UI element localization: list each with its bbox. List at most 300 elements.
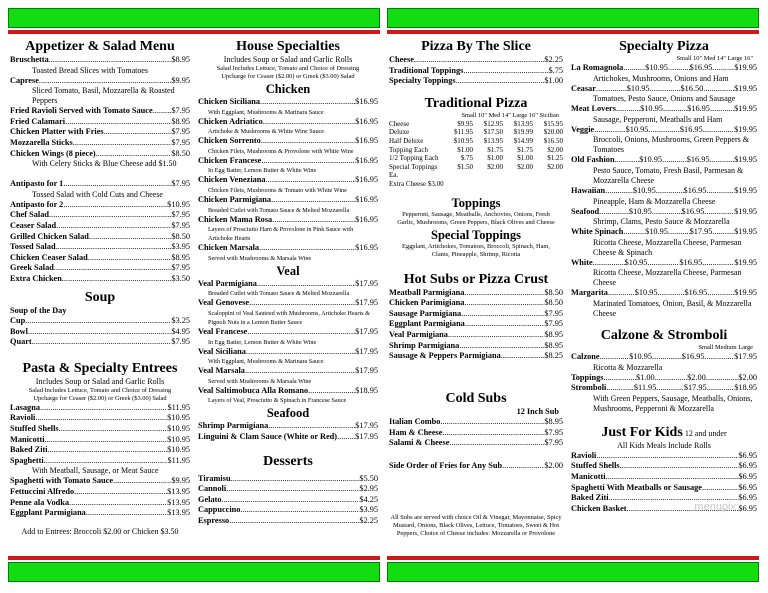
item-name: Eggplant Parmigiana <box>389 319 465 329</box>
item-name: Veal Parmigiana <box>389 329 448 339</box>
pizza-name: Margarita <box>571 288 608 298</box>
item-name: Lasagna <box>10 402 40 412</box>
item-description: With Meatball, Sausage, or Meat Sauce <box>32 466 159 476</box>
pizza-description: Pineapple, Ham & Mozzarella Cheese <box>593 196 716 206</box>
item-price: $7.95 <box>171 137 190 147</box>
item-price: $.75 <box>548 65 563 75</box>
item-name: Shrimp Parmigiana <box>389 340 460 350</box>
soup-subtitle: Soup of the Day <box>10 305 67 315</box>
item-price: $18.95 <box>355 385 378 395</box>
item-price: $7.95 <box>544 438 563 448</box>
item-price: $7.95 <box>171 263 190 273</box>
dot-leader <box>647 258 679 269</box>
item-name: Fried Calamari <box>10 116 66 126</box>
dot-leader <box>440 417 544 428</box>
pasta-sub1: Includes Soup or Salad and Garlic Rolls <box>35 376 165 386</box>
kids-heading <box>571 424 757 441</box>
item-description: Artichoke & Mushrooms & White Wine Sauce <box>208 128 325 136</box>
menu-item-row <box>389 66 563 77</box>
dot-leader <box>240 505 359 516</box>
size-price-med: $17.50 <box>483 128 503 137</box>
dot-leader <box>56 242 172 253</box>
dot-leader <box>246 347 355 358</box>
dot-leader <box>501 351 545 362</box>
extra-cheese: Extra Cheese $3.00 <box>389 179 444 188</box>
menu-item-row <box>389 417 563 428</box>
item-name: Cannoli <box>198 484 227 494</box>
item-name: Traditional Toppings <box>389 65 464 75</box>
menu-item-row <box>571 461 757 472</box>
veal-list <box>198 279 378 406</box>
menu-item-row <box>571 472 757 483</box>
price-small: $1.00 <box>635 372 655 382</box>
dot-leader <box>623 63 645 74</box>
price-medium: $2.00 <box>687 372 706 382</box>
item-name: Chicken Mama Rosa <box>198 214 273 224</box>
top-band-right <box>387 8 759 34</box>
menu-item-row <box>10 210 190 221</box>
dot-leader <box>44 456 168 467</box>
dot-leader <box>226 484 359 495</box>
item-name: Caprese <box>10 75 39 85</box>
dot-leader <box>448 330 544 341</box>
dot-leader <box>712 227 734 238</box>
price-large: $19.95 <box>734 104 757 114</box>
dot-leader <box>456 76 545 87</box>
specialty-title: Specialty Pizza <box>619 39 709 54</box>
menu-item-row <box>10 221 190 232</box>
item-price: $7.95 <box>171 337 190 347</box>
dot-leader <box>54 263 171 274</box>
seafood-list <box>198 421 378 442</box>
item-description: Scaloppini of Veal Sauteed with Mushrooms, Artichoke Hearts & Pignoli Nuts in a Lemon Butter Sauce <box>208 309 370 326</box>
menu-item-row <box>198 215 378 226</box>
item-name: Stuffed Shells <box>10 424 59 434</box>
menu-item-row <box>198 175 378 186</box>
item-name: Cheese <box>389 55 414 64</box>
price-large: $19.95 <box>734 227 757 237</box>
dot-leader <box>40 403 168 414</box>
pizza-name: Meat Lovers <box>571 104 616 114</box>
size-price-small: $11.95 <box>454 128 473 137</box>
item-price: $7.95 <box>171 179 190 189</box>
item-price: $8.95 <box>171 252 190 262</box>
dot-leader <box>616 104 640 115</box>
slice-title: Pizza By The Slice <box>421 39 531 54</box>
dot-leader <box>35 413 167 424</box>
menu-item-row <box>198 347 378 358</box>
dot-leader <box>222 495 360 506</box>
item-name: Greek Salad <box>10 263 54 273</box>
dot-leader <box>606 383 634 394</box>
dot-leader <box>261 136 355 147</box>
pizza-row <box>571 258 757 269</box>
salad-list <box>10 179 190 284</box>
dot-leader <box>88 253 172 264</box>
price-small: $10.95 <box>628 206 652 216</box>
watermark: menupix <box>694 501 736 513</box>
dot-leader <box>63 200 167 211</box>
item-description: Breaded Cutlet with Tomato Sauce & Melted Mozzarella <box>208 206 350 214</box>
item-name: Espresso <box>198 515 230 525</box>
dot-leader <box>652 352 682 363</box>
dot-leader <box>231 474 360 485</box>
item-description: In Egg Batter, Lemon Butter & White Wine <box>208 338 317 346</box>
size-price-large: $1.75 <box>517 145 533 154</box>
stromboli-name: Stromboli <box>571 383 607 393</box>
menu-item-row <box>389 55 563 66</box>
dot-leader <box>702 258 734 269</box>
item-price: $4.95 <box>171 326 190 336</box>
price-large: $19.95 <box>734 63 757 72</box>
pizza-name: White Spinach <box>571 227 624 237</box>
kids-title-note: 12 and under <box>684 428 727 438</box>
red-bar <box>8 556 380 560</box>
fries-price: $2.00 <box>544 461 563 471</box>
size-price-med: $1.00 <box>487 154 503 163</box>
appetizer-list <box>10 55 190 169</box>
menu-item-row <box>10 263 190 274</box>
item-description: Toasted Bread Slices with Tomatoes <box>32 65 149 75</box>
dot-leader <box>706 373 739 384</box>
dot-leader <box>599 207 629 218</box>
menu-item-row <box>389 438 563 449</box>
item-name: Quart <box>10 337 32 347</box>
price-large: $19.95 <box>734 206 757 216</box>
item-name: Specialty Toppings <box>389 76 456 86</box>
menu-item-row <box>10 337 190 348</box>
size-price-sicilian: $2.00 <box>547 162 563 171</box>
pizza-description: Artichokes, Mushrooms, Onions and Ham <box>593 73 729 83</box>
dot-leader <box>104 127 172 138</box>
item-price: $8.50 <box>544 287 563 297</box>
item-name: Ceaser Salad <box>10 220 57 230</box>
item-name: Extra Chicken <box>10 273 62 283</box>
pizza-row <box>571 288 757 299</box>
size-price-large: $19.99 <box>513 128 533 137</box>
price-large: $19.95 <box>734 185 757 195</box>
dot-leader <box>89 232 171 243</box>
dot-leader <box>263 117 355 128</box>
pasta-sub2: Salad Includes Lettuce, Tomato and Choice of Dressing <box>28 386 172 394</box>
item-name: Baked Ziti <box>571 493 609 503</box>
green-bar <box>387 562 759 582</box>
pizza-row <box>571 125 757 136</box>
size-price-large: $1.00 <box>517 154 533 163</box>
dot-leader <box>337 432 355 443</box>
size-price-med: $2.00 <box>487 162 503 171</box>
menu-item-row <box>198 505 378 516</box>
price-small: $10.95 <box>626 83 650 93</box>
bottom-band-right <box>387 556 759 582</box>
toppings-title: Toppings <box>451 195 501 210</box>
menu-item-row <box>10 413 190 424</box>
dot-leader <box>662 155 687 166</box>
menu-item-row <box>389 76 563 87</box>
item-description: Served with Mushrooms & Marsala Wine <box>208 377 312 385</box>
size-price-small: $10.95 <box>453 136 473 145</box>
menu-item-row <box>198 474 378 485</box>
item-name: Chicken Ceaser Salad <box>10 252 88 262</box>
menu-item-row <box>198 495 378 506</box>
dot-leader <box>706 186 734 197</box>
pasta-title: Pasta & Specialty Entrees <box>22 360 178 376</box>
soup-list <box>10 316 190 348</box>
dot-leader <box>656 383 684 394</box>
item-name: Spaghetti with Tomato Sauce <box>10 476 114 486</box>
item-name: Sausage & Peppers Parmigiana <box>389 351 501 361</box>
item-name: Chicken Adriatico <box>198 116 263 126</box>
price-large: $17.95 <box>734 351 757 361</box>
fries-row <box>389 461 563 472</box>
item-price: $1.00 <box>544 76 563 86</box>
dot-leader <box>268 421 355 432</box>
seafood-title: Seafood <box>266 406 310 421</box>
green-bar <box>387 8 759 28</box>
dot-leader <box>257 279 355 290</box>
menu-item-row <box>10 232 190 243</box>
menu-item-row <box>10 253 190 264</box>
dot-leader <box>605 186 633 197</box>
menu-item-row <box>198 516 378 527</box>
size-price-med: $13.95 <box>483 136 503 145</box>
price-large: $18.95 <box>734 383 757 393</box>
item-price: $13.95 <box>167 508 190 518</box>
dot-leader <box>45 435 168 446</box>
soup-title: Soup <box>84 289 116 305</box>
item-price: $11.95 <box>167 402 190 412</box>
dot-leader <box>63 179 171 190</box>
dot-leader <box>245 366 355 377</box>
menu-item-row <box>10 424 190 435</box>
size-row-label: Cheese <box>389 119 410 128</box>
menu-item-row <box>10 456 190 467</box>
item-name: Fettuccini Alfredo <box>10 487 75 497</box>
dot-leader <box>461 309 544 320</box>
size-row-label: Deluxe <box>389 128 410 137</box>
menu-item-row <box>198 136 378 147</box>
item-price: $8.50 <box>544 298 563 308</box>
price-small: $10.95 <box>629 351 653 361</box>
calzone-sizes: Small Medium Large <box>698 343 753 351</box>
item-price: $16.95 <box>355 243 378 253</box>
pizza-description: Shrimp, Clams, Pesto Sauce & Mozzarella <box>593 217 730 227</box>
pizza-row <box>571 104 757 115</box>
item-name: Italian Combo <box>389 417 441 427</box>
menu-item-row <box>198 421 378 432</box>
dot-leader <box>266 175 356 186</box>
dot-leader <box>48 445 168 456</box>
dot-leader <box>603 373 636 384</box>
price-medium: $16.95 <box>683 185 707 195</box>
item-name: Salami & Cheese <box>389 438 450 448</box>
pizza-description: Marinated Tomatoes, Onion, Basil, & Mozzarella Cheese <box>593 298 752 318</box>
item-description: Sliced Tomato, Basil, Mozzarella & Roasted Peppers <box>32 86 175 106</box>
item-price: $8.25 <box>544 351 563 361</box>
kids-title: Just For Kids <box>601 424 683 440</box>
dot-leader <box>652 207 682 218</box>
dot-leader <box>25 316 171 327</box>
menu-item-row <box>198 298 378 309</box>
pizza-row <box>571 84 757 95</box>
item-price: $17.95 <box>355 326 378 336</box>
item-price: $8.95 <box>544 329 563 339</box>
price-small: $10.95 <box>640 104 663 114</box>
dot-leader <box>596 84 627 95</box>
menu-item-row <box>389 298 563 309</box>
price-large: $19.95 <box>734 124 757 134</box>
house-title: House Specialties <box>236 39 340 54</box>
dot-leader <box>668 63 690 74</box>
item-price: $6.95 <box>738 503 757 513</box>
item-description: Layers of Veal, Prosciutto & Spinach in Francese Sauce <box>208 397 347 405</box>
menu-item-row <box>571 451 757 462</box>
item-price: $16.95 <box>355 175 378 185</box>
calzone-row <box>571 352 757 363</box>
item-name: Spaghetti <box>10 455 44 465</box>
dot-leader <box>59 424 168 435</box>
house-sub1: Includes Soup or Salad and Garlic Rolls <box>223 55 353 64</box>
price-large: $19.95 <box>734 83 757 93</box>
menu-item-row <box>10 498 190 509</box>
hotsubs-title: Hot Subs or Pizza Crust <box>403 271 549 287</box>
pizza-row <box>571 186 757 197</box>
item-price: $10.95 <box>167 413 190 423</box>
menu-item-row <box>389 319 563 330</box>
menu-item-row <box>198 97 378 108</box>
red-bar <box>387 30 759 34</box>
dot-leader <box>96 149 172 160</box>
dot-leader <box>28 327 171 338</box>
red-bar <box>8 30 380 34</box>
coldsubs-size: 12 Inch Sub <box>516 406 559 416</box>
specialty-list <box>571 63 757 319</box>
menu-item-row <box>389 341 563 352</box>
item-price: $17.95 <box>355 278 378 288</box>
item-price: $17.95 <box>355 366 378 376</box>
price-medium: $16.95 <box>689 63 713 72</box>
dot-leader <box>703 84 734 95</box>
stromboli-row <box>571 383 757 394</box>
item-price: $16.95 <box>355 136 378 146</box>
item-name: Veal Parmigiana <box>198 278 257 288</box>
item-name: Bruschetta <box>10 55 49 64</box>
item-name: Chicken Wings (8 piece) <box>10 148 96 158</box>
dot-leader <box>414 55 544 66</box>
item-name: Manicotti <box>571 471 606 481</box>
size-price-large: $13.95 <box>513 119 533 128</box>
item-name: Chef Salad <box>10 210 49 220</box>
item-price: $6.95 <box>738 450 757 460</box>
calzone-name: Calzone <box>571 351 600 361</box>
pizza-description: Ricotta Cheese, Mozzarella Cheese, Parmesan Cheese <box>593 268 742 288</box>
kids-sub: All Kids Meals Include Rolls <box>617 440 711 450</box>
item-name: Ravioli <box>571 450 597 460</box>
item-description: With Eggplant, Mushrooms & Marinara Sauce <box>208 108 324 116</box>
dot-leader <box>707 383 735 394</box>
item-price: $7.95 <box>171 106 190 116</box>
item-description: With Celery Sticks & Blue Cheese add $1.50 <box>32 159 177 169</box>
dot-leader <box>49 210 171 221</box>
item-name: Veal Siciliana <box>198 346 246 356</box>
pizza-row <box>571 155 757 166</box>
size-row-label: Half Deluxe <box>389 136 424 145</box>
item-name: Ham & Cheese <box>389 427 443 437</box>
price-small: $10.95 <box>634 288 658 298</box>
hotsubs-list <box>389 288 563 362</box>
dot-leader <box>650 84 681 95</box>
menu-item-row <box>10 403 190 414</box>
dot-leader <box>463 66 548 77</box>
item-price: $3.95 <box>359 505 378 515</box>
menu-item-row <box>198 327 378 338</box>
item-description: Chicken Filets, Mushrooms & Provolone with White Wine <box>208 147 354 155</box>
menu-item-row <box>10 149 190 160</box>
dot-leader <box>620 461 739 472</box>
menu-item-row <box>389 288 563 299</box>
size-price-small: $9.95 <box>457 119 473 128</box>
item-price: $17.95 <box>355 346 378 356</box>
item-name: Tiramisu <box>198 473 231 483</box>
item-description: Layers of Prosciutto Ham & Provolone in Pink Sauce with Artichoke Hearts <box>208 226 354 243</box>
menu-item-row <box>389 309 563 320</box>
pizza-name: Seafood <box>571 206 600 216</box>
dot-leader <box>648 125 679 136</box>
menu-item-row <box>10 487 190 498</box>
dot-leader <box>271 195 355 206</box>
menu-item-row <box>389 351 563 362</box>
dot-leader <box>702 483 738 494</box>
item-description: Chicken Filets, Mushrooms & Tomato with White Wine <box>208 186 347 194</box>
dot-leader <box>62 274 171 285</box>
menu-item-row <box>10 179 190 190</box>
item-price: $6.95 <box>738 471 757 481</box>
size-price-med: $1.75 <box>487 145 503 154</box>
dot-leader <box>600 352 630 363</box>
size-price-small: $.75 <box>460 154 473 163</box>
pizza-description: Tomatoes, Pesto Sauce, Onions and Sausage <box>593 94 736 104</box>
dot-leader <box>259 243 355 254</box>
house-sub2: Salad Includes Lettuce, Tomato and Choice of Dressing <box>216 65 360 72</box>
dot-leader <box>707 288 734 299</box>
dot-leader <box>663 104 687 115</box>
size-price-sicilian: $16.50 <box>543 136 563 145</box>
item-name: Stuffed Shells <box>571 461 620 471</box>
dot-leader <box>668 227 690 238</box>
price-medium: $16.95 <box>687 104 710 114</box>
item-name: Eggplant Parmigiana <box>10 508 86 518</box>
price-medium: $16.95 <box>684 288 708 298</box>
menu-item-row <box>389 428 563 439</box>
dot-leader <box>606 472 739 483</box>
menu-item-row <box>389 330 563 341</box>
item-name: Spaghetti With Meatballs or Sausage <box>571 482 702 492</box>
menu-item-row <box>10 200 190 211</box>
item-price: $4.25 <box>359 494 378 504</box>
dot-leader <box>86 508 167 519</box>
size-price-sicilian: $15.95 <box>543 119 563 128</box>
item-name: Cappuccino <box>198 505 241 515</box>
price-medium: $17.95 <box>683 383 707 393</box>
item-price: $5.50 <box>359 473 378 483</box>
item-price: $3.50 <box>171 273 190 283</box>
coldsubs-footnote: All Subs are served with choice Oil & Vinegar, Mayonnaise, Spicy Mustard, Onions, Black Olives, Lettuce, Tomatoes, Sweet & Hot Peppers, Choice of Cheese includes: Mozzarella or Provolone <box>390 513 562 537</box>
item-price: $8.50 <box>171 148 190 158</box>
chicken-list <box>198 97 378 263</box>
dot-leader <box>703 125 734 136</box>
size-price-sicilian: $2.00 <box>547 145 563 154</box>
item-name: Veal Saltimobuca Alla Romano <box>198 385 309 395</box>
